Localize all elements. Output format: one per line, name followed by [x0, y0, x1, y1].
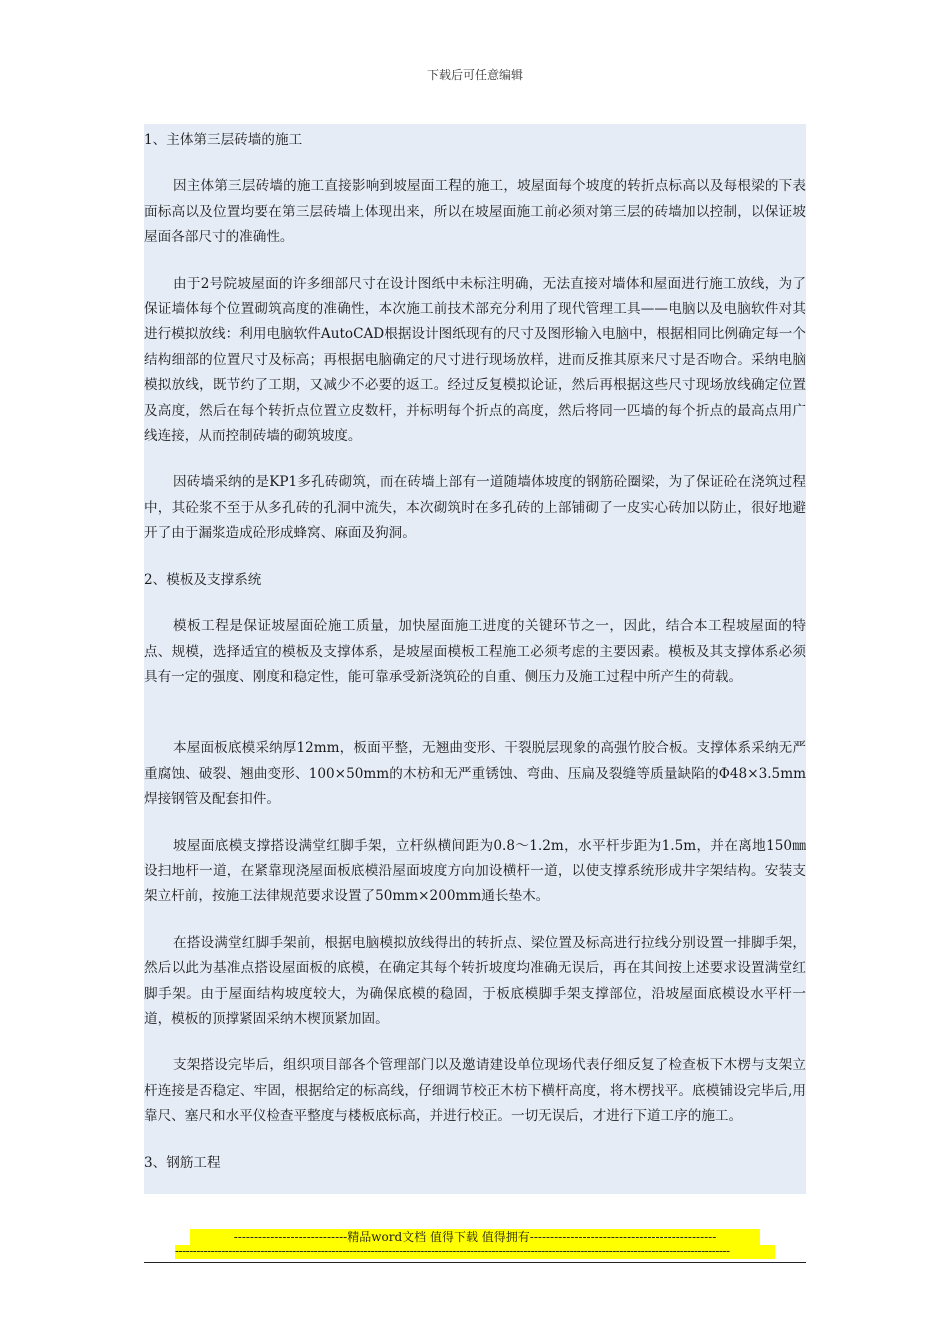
section-1-paragraph-2: 由于2号院坡屋面的许多细部尺寸在设计图纸中未标注明确，无法直接对墙体和屋面进行施工放线，为了保证墙体每个位置砌筑高度的准确性，本次施工前技术部充分利用了现代管理工具——电脑以及电脑软件对其进行模拟放线：利用电脑软件AutoCAD根据设计图纸现有的尺寸及图形输入电脑中，根据相同比例确定每一个结构细部的位置尺寸及标高；再根据电脑确定的尺寸进行现场放样，进而反推其原来尺寸是否吻合。采纳电脑模拟放线，既节约了工期，又减少不必要的返工。经过反复模拟论证，然后再根据这些尺寸现场放线确定位置及高度，然后在每个转折点位置立皮数杆，并标明每个折点的高度，然后将同一匹墙的每个折点的最高点用广线连接，从而控制砖墙的砌筑坡度。 — [144, 275, 806, 445]
section-2-paragraph-1: 模板工程是保证坡屋面砼施工质量，加快屋面施工进度的关键环节之一，因此，结合本工程坡屋面的特点、规模，选择适宜的模板及支撑体系，是坡屋面模板工程施工必须考虑的主要因素。模板及其支撑体系必须具有一定的强度、刚度和稳定性，能可靠承受新浇筑砼的自重、侧压力及施工过程中所产生的荷载。 — [144, 618, 806, 685]
section-1-title: 1、主体第三层砖墙的施工 — [144, 132, 303, 148]
document-body — [144, 124, 806, 1194]
footer-dash-line: ------------------------------------------------------------------------------------------------------------------------------------------------------------ — [175, 1245, 775, 1259]
section-3-title: 3、钢筋工程 — [144, 1154, 221, 1171]
section-2-paragraph-5: 支架搭设完毕后，组织项目部各个管理部门以及邀请建设单位现场代表仔细反复了检查板下木楞与支架立杆连接是否稳定、牢固，根据给定的标高线，仔细调节校正木枋下横杆高度，将木楞找平。底模铺设完毕后,用靠尺、塞尺和水平仪检查平整度与楼板底标高，并进行校正。一切无误后，才进行下道工序的施工。 — [144, 1057, 806, 1125]
page-header: 下载后可任意编辑 — [426, 68, 523, 82]
footer-banner: ----------------------------精品word文档 值得下载 值得拥有---------------------------------------------- — [190, 1229, 760, 1245]
section-2-title: 2、模板及支撑系统 — [144, 571, 262, 588]
section-2-paragraph-4: 在搭设满堂红脚手架前，根据电脑模拟放线得出的转折点、梁位置及标高进行拉线分别设置一排脚手架，然后以此为基准点搭设屋面板的底模，在确定其每个转折坡度均准确无误后，再在其间按上述要求设置满堂红脚手架。由于屋面结构坡度较大，为确保底模的稳固，于板底模脚手架支撑部位，沿坡屋面底模设水平杆一道，模板的顶撑紧固采纳木楔顶紧加固。 — [144, 934, 806, 1027]
footer-divider — [144, 1262, 806, 1263]
section-2-paragraph-2: 本屋面板底模采纳厚12mm，板面平整，无翘曲变形、干裂脱层现象的高强竹胶合板。支撑体系采纳无严重腐蚀、破裂、翘曲变形、100×50mm的木枋和无严重锈蚀、弯曲、压扁及裂缝等质量缺陷的Φ48×3.5mm焊接钢管及配套扣件。 — [144, 740, 806, 808]
section-1-paragraph-3: 因砖墙采纳的是KP1多孔砖砌筑，而在砖墙上部有一道随墙体坡度的钢筋砼圈梁，为了保证砼在浇筑过程中，其砼浆不至于从多孔砖的孔洞中流失，本次砌筑时在多孔砖的上部铺砌了一皮实心砖加以防止，很好地避开了由于漏浆造成砼形成蜂窝、麻面及狗洞。 — [144, 474, 806, 542]
section-2-paragraph-3: 坡屋面底模支撑搭设满堂红脚手架，立杆纵横间距为0.8～1.2m，水平杆步距为1.5m，并在离地150㎜设扫地杆一道，在紧靠现浇屋面板底模沿屋面坡度方向加设横杆一道，以使支撑系统形成井字架结构。安装支架立杆前，按施工法律规范要求设置了50mm×200mm通长垫木。 — [144, 837, 806, 905]
section-1-paragraph-1: 因主体第三层砖墙的施工直接影响到坡屋面工程的施工，坡屋面每个坡度的转折点标高以及每根梁的下表面标高以及位置均要在第三层砖墙上体现出来，所以在坡屋面施工前必须对第三层的砖墙加以控制，以保证坡屋面各部尺寸的准确性。 — [144, 178, 806, 246]
